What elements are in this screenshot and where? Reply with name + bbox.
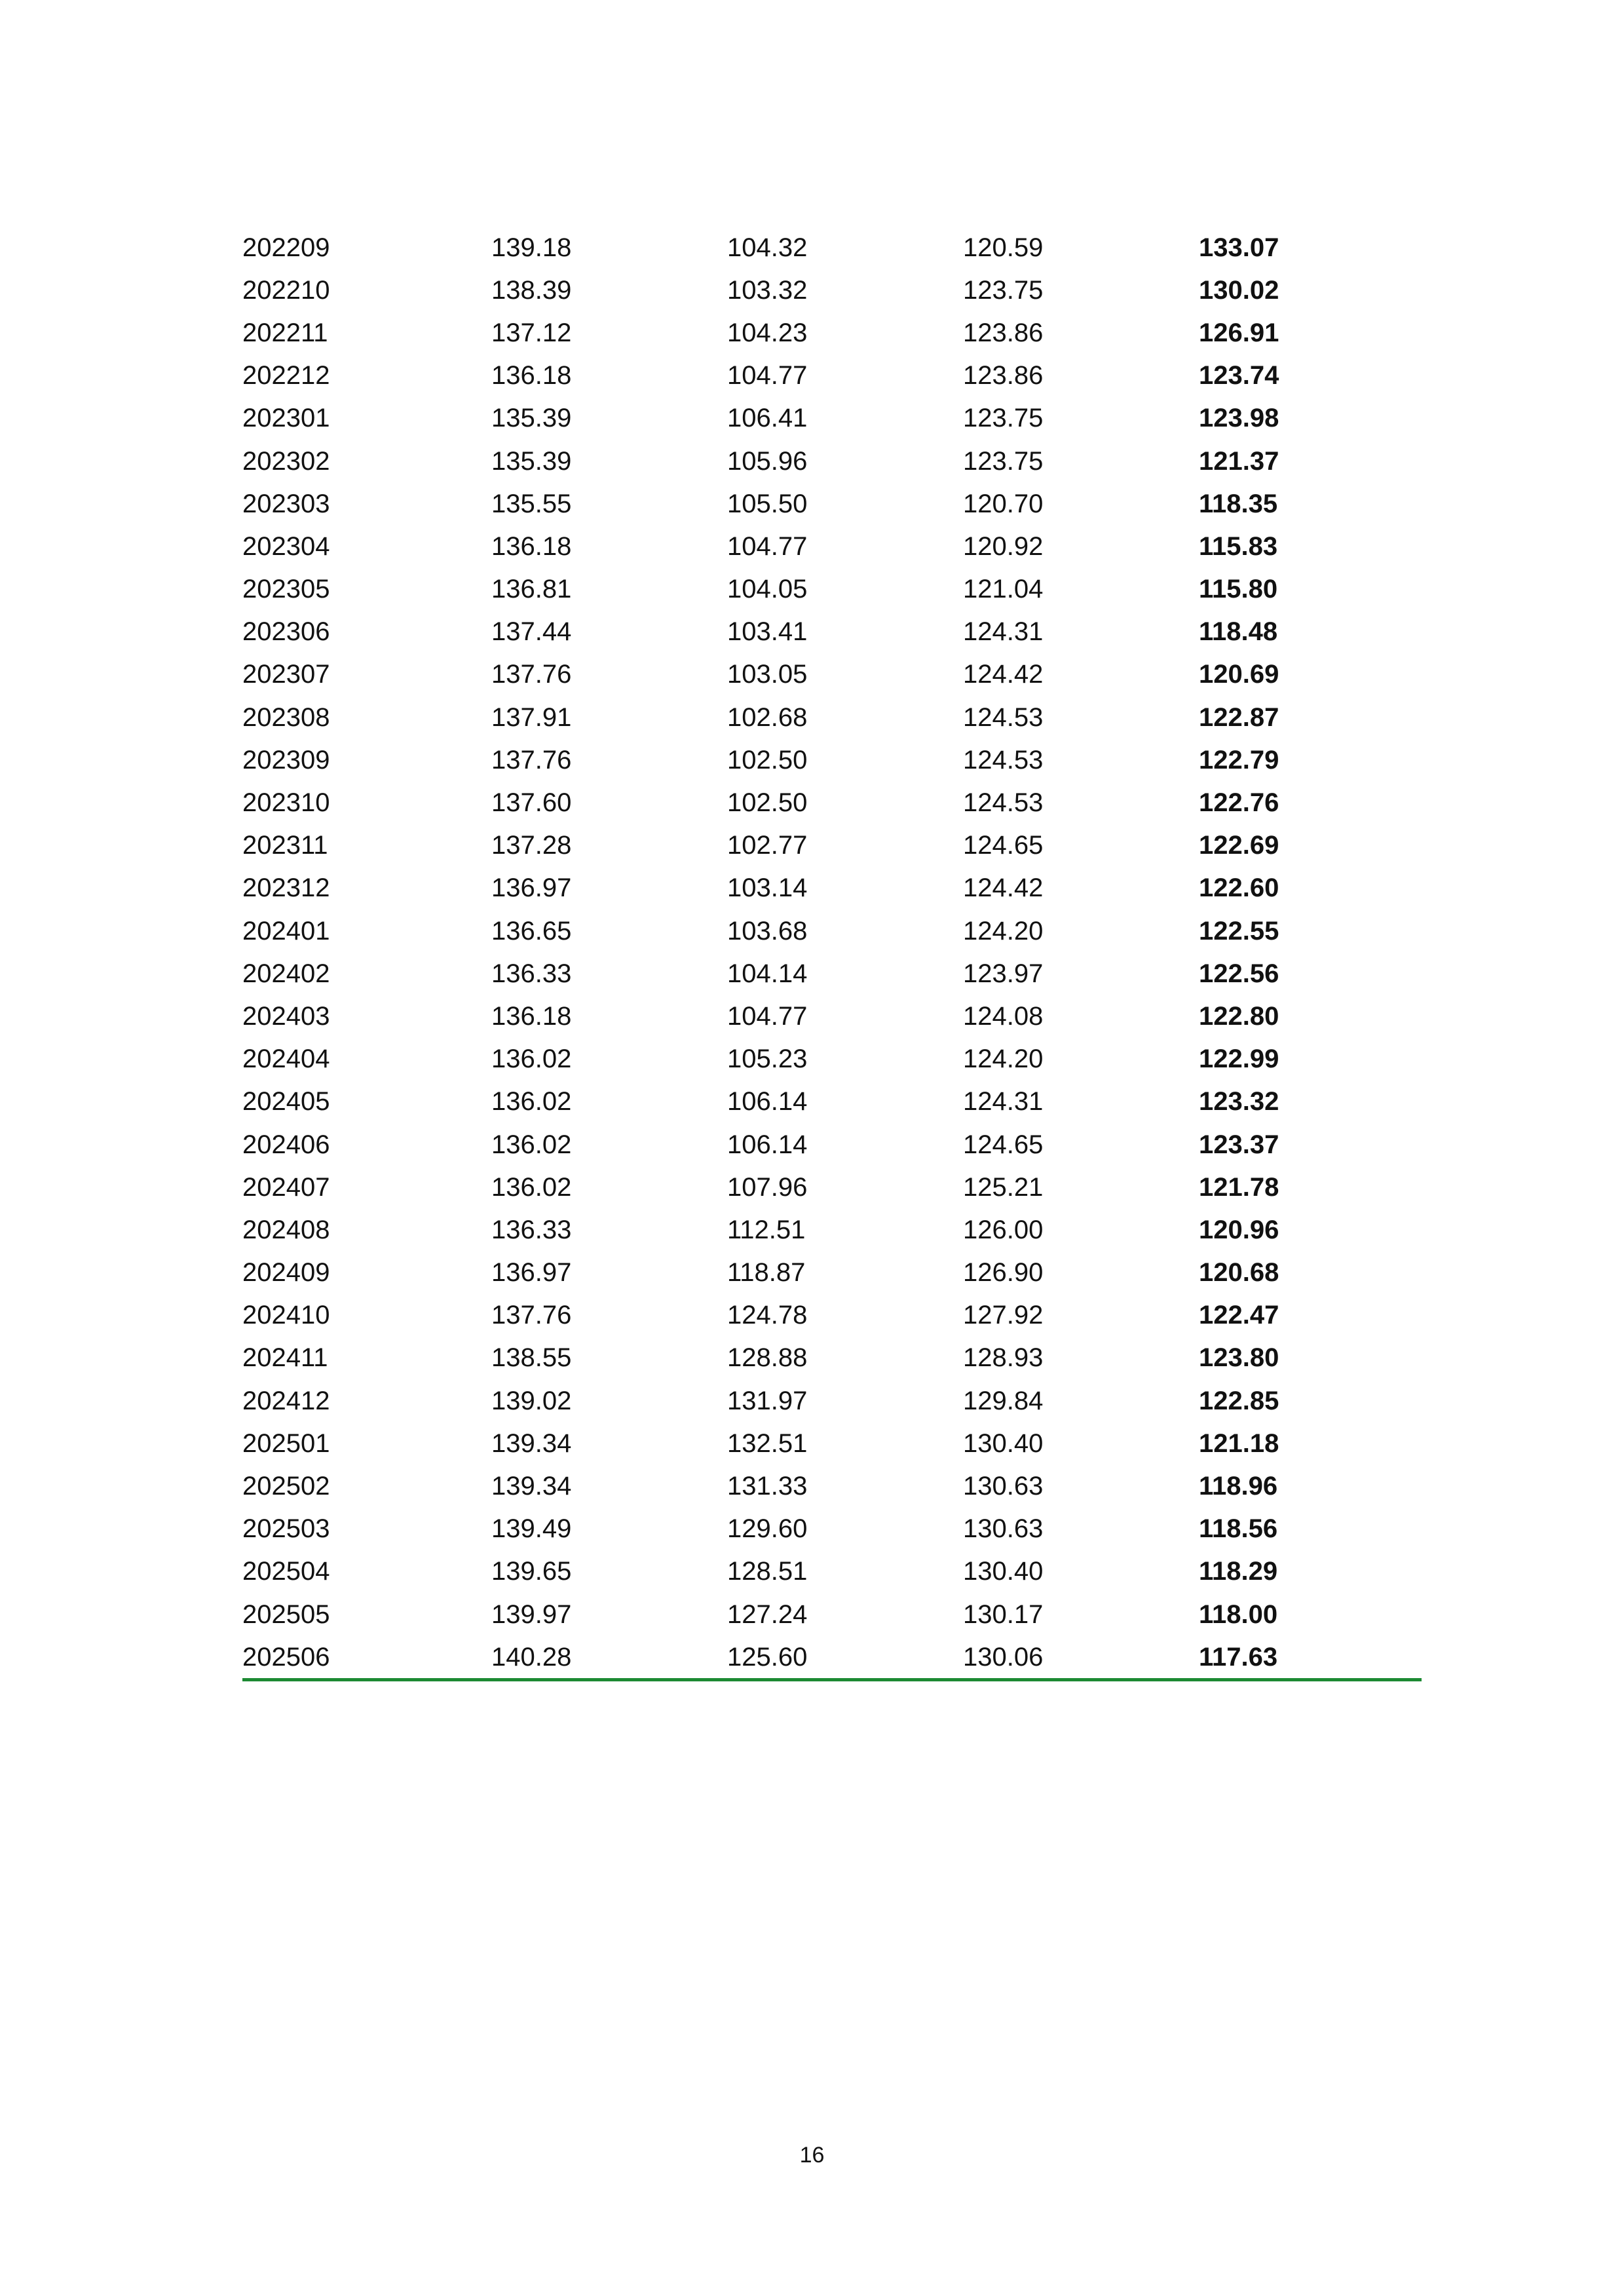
table-cell-value: 102.68 — [727, 702, 808, 732]
table-row — [242, 867, 1422, 909]
table-cell-period: 202506 — [242, 1636, 491, 1680]
table-row — [242, 1337, 1422, 1379]
table-cell-period: 202404 — [242, 1044, 330, 1074]
table-cell-period: 202304 — [242, 531, 330, 561]
table-cell-period: 202401 — [242, 916, 330, 946]
table-cell-value: 136.33 — [491, 1215, 572, 1244]
table-cell-period: 202412 — [242, 1386, 330, 1415]
table-cell-value: 125.60 — [727, 1636, 963, 1680]
table-cell-value: 128.93 — [963, 1343, 1044, 1373]
table-row — [242, 952, 1422, 995]
table-row — [242, 909, 1422, 952]
table-cell-value: 130.06 — [963, 1636, 1199, 1680]
table-cell-value: 123.98 — [1199, 404, 1279, 433]
table-cell-value: 120.68 — [1199, 1258, 1279, 1288]
table-cell-value: 130.63 — [963, 1514, 1044, 1544]
table-cell-value: 123.97 — [963, 959, 1044, 988]
table-cell-value: 124.20 — [963, 916, 1044, 946]
table-row — [242, 1593, 1422, 1636]
table-row — [242, 1508, 1422, 1550]
table-row — [242, 311, 1422, 354]
table-cell-value: 124.31 — [963, 617, 1044, 647]
table-row — [242, 482, 1422, 525]
table-row — [242, 1422, 1422, 1464]
table-cell-value: 130.02 — [1199, 275, 1279, 305]
table-cell-value: 118.35 — [1199, 489, 1278, 518]
table-cell-value: 128.88 — [727, 1343, 808, 1373]
table-cell-value: 125.21 — [963, 1172, 1044, 1202]
table-cell-period: 202411 — [242, 1343, 328, 1373]
table-cell-value: 138.55 — [491, 1343, 572, 1373]
table-cell-value: 130.63 — [963, 1472, 1044, 1501]
table-row — [242, 1294, 1422, 1337]
table-cell-value: 124.53 — [963, 788, 1044, 818]
table-cell-value: 115.83 — [1199, 531, 1278, 561]
table-cell-value: 137.28 — [491, 831, 572, 860]
table-cell-value: 136.97 — [491, 1258, 572, 1288]
table-row — [242, 1038, 1422, 1081]
table-cell-value: 120.70 — [963, 489, 1044, 518]
table-cell-value: 124.42 — [963, 873, 1044, 903]
table-cell-value: 103.32 — [727, 275, 808, 305]
table-cell-value: 124.53 — [963, 702, 1044, 732]
table-cell-period: 202301 — [242, 404, 330, 433]
table-cell-value: 121.18 — [1199, 1428, 1279, 1458]
table-cell-value: 137.76 — [491, 660, 572, 689]
table-cell-value: 137.76 — [491, 745, 572, 775]
table-cell-value: 104.23 — [727, 318, 808, 347]
table-cell-period: 202302 — [242, 446, 330, 476]
table-row — [242, 696, 1422, 738]
table-cell-value: 136.18 — [491, 531, 572, 561]
table-cell-value: 117.63 — [1199, 1636, 1422, 1680]
table-cell-period: 202407 — [242, 1172, 330, 1202]
table-cell-value: 135.39 — [491, 446, 572, 476]
table-cell-value: 124.65 — [963, 831, 1044, 860]
table-cell-value: 133.07 — [1199, 233, 1279, 262]
table-cell-period: 202504 — [242, 1557, 330, 1586]
table-cell-value: 135.39 — [491, 404, 572, 433]
table-cell-value: 120.69 — [1199, 660, 1279, 689]
table-cell-value: 130.40 — [963, 1428, 1044, 1458]
table-row — [242, 995, 1422, 1037]
table-cell-value: 118.48 — [1199, 617, 1278, 647]
table-cell-period: 202406 — [242, 1130, 330, 1159]
table-cell-value: 130.17 — [963, 1599, 1044, 1629]
table-cell-value: 124.31 — [963, 1087, 1044, 1117]
table-cell-value: 124.20 — [963, 1044, 1044, 1074]
table-cell-value: 124.65 — [963, 1130, 1044, 1159]
table-cell-value: 123.75 — [963, 404, 1044, 433]
table-cell-value: 123.80 — [1199, 1343, 1279, 1373]
table-cell-value: 105.23 — [727, 1044, 808, 1074]
table-row — [242, 1464, 1422, 1507]
table-cell-value: 107.96 — [727, 1172, 808, 1202]
table-cell-value: 136.02 — [491, 1130, 572, 1159]
table-cell-period: 202503 — [242, 1514, 330, 1544]
table-cell-period: 202305 — [242, 575, 330, 604]
table-row — [242, 440, 1422, 482]
table-cell-value: 122.47 — [1199, 1301, 1279, 1330]
table-cell-value: 122.60 — [1199, 873, 1279, 903]
table-cell-value: 123.37 — [1199, 1130, 1279, 1159]
table-cell-value: 137.76 — [491, 1301, 572, 1330]
table-cell-value: 104.05 — [727, 575, 808, 604]
table-row — [242, 824, 1422, 867]
table-cell-value: 122.99 — [1199, 1044, 1279, 1074]
table-cell-value: 132.51 — [727, 1428, 808, 1458]
table-cell-value: 123.75 — [963, 446, 1044, 476]
table-row — [242, 1550, 1422, 1593]
table-cell-value: 102.77 — [727, 831, 808, 860]
table-cell-value: 105.50 — [727, 489, 808, 518]
table-cell-period: 202408 — [242, 1215, 330, 1244]
table-cell-value: 139.97 — [491, 1599, 572, 1629]
table-cell-value: 126.91 — [1199, 318, 1279, 347]
table-cell-value: 104.77 — [727, 1001, 808, 1031]
table-cell-value: 112.51 — [727, 1215, 806, 1244]
table-cell-value: 137.91 — [491, 702, 572, 732]
table-cell-value: 122.69 — [1199, 831, 1279, 860]
table-cell-value: 139.65 — [491, 1557, 572, 1586]
table-cell-value: 135.55 — [491, 489, 572, 518]
table-cell-value: 118.87 — [727, 1258, 806, 1288]
table-cell-value: 138.39 — [491, 275, 572, 305]
table-cell-value: 136.33 — [491, 959, 572, 988]
table-cell-value: 118.96 — [1199, 1472, 1278, 1501]
table-cell-value: 104.77 — [727, 361, 808, 391]
table-cell-value: 122.56 — [1199, 959, 1279, 988]
table-cell-value: 104.32 — [727, 233, 808, 262]
table-cell-value: 136.02 — [491, 1172, 572, 1202]
table-cell-value: 118.29 — [1199, 1557, 1278, 1586]
table-cell-value: 127.24 — [727, 1599, 808, 1629]
table-cell-period: 202311 — [242, 831, 328, 860]
table-cell-value: 104.14 — [727, 959, 808, 988]
table-cell-value: 137.60 — [491, 788, 572, 818]
table-cell-value: 106.41 — [727, 404, 808, 433]
table-cell-value: 139.49 — [491, 1514, 572, 1544]
table-cell-value: 115.80 — [1199, 575, 1278, 604]
table-cell-period: 202308 — [242, 702, 330, 732]
table-cell-value: 103.41 — [727, 617, 808, 647]
table-cell-value: 126.00 — [963, 1215, 1044, 1244]
table-cell-period: 202409 — [242, 1258, 330, 1288]
table-cell-period: 202403 — [242, 1001, 330, 1031]
table-cell-value: 122.85 — [1199, 1386, 1279, 1415]
table-cell-value: 123.86 — [963, 318, 1044, 347]
table-cell-value: 123.75 — [963, 275, 1044, 305]
table-row — [242, 1081, 1422, 1123]
table-cell-value: 136.97 — [491, 873, 572, 903]
table-cell-period: 202211 — [242, 318, 328, 347]
table-cell-value: 122.87 — [1199, 702, 1279, 732]
table-row — [242, 1166, 1422, 1208]
table-cell-period: 202312 — [242, 873, 330, 903]
table-cell-value: 123.86 — [963, 361, 1044, 391]
table-row — [242, 738, 1422, 781]
table-cell-value: 123.32 — [1199, 1087, 1279, 1117]
table-cell-value: 122.79 — [1199, 745, 1279, 775]
table-cell-value: 103.05 — [727, 660, 808, 689]
table-cell-value: 103.14 — [727, 873, 808, 903]
table-cell-value: 140.28 — [491, 1636, 727, 1680]
table-cell-period: 202410 — [242, 1301, 330, 1330]
table-cell-value: 136.02 — [491, 1087, 572, 1117]
table-cell-value: 131.33 — [727, 1472, 808, 1501]
table-cell-value: 130.40 — [963, 1557, 1044, 1586]
page-number: 16 — [799, 2143, 825, 2168]
table-cell-value: 121.04 — [963, 575, 1044, 604]
table-cell-value: 131.97 — [727, 1386, 808, 1415]
table-cell-value: 122.76 — [1199, 788, 1279, 818]
table-cell-value: 106.14 — [727, 1130, 808, 1159]
table-cell-period: 202210 — [242, 275, 330, 305]
table-cell-value: 127.92 — [963, 1301, 1044, 1330]
table-cell-value: 104.77 — [727, 531, 808, 561]
table-cell-value: 137.44 — [491, 617, 572, 647]
table-cell-value: 121.37 — [1199, 446, 1279, 476]
table-cell-value: 136.02 — [491, 1044, 572, 1074]
table-cell-value: 123.74 — [1199, 361, 1279, 391]
table-row — [242, 525, 1422, 567]
table-cell-period: 202405 — [242, 1087, 330, 1117]
table-cell-value: 137.12 — [491, 318, 572, 347]
table-cell-value: 136.65 — [491, 916, 572, 946]
table-cell-value: 120.96 — [1199, 1215, 1279, 1244]
table-cell-period: 202501 — [242, 1428, 330, 1458]
table-row — [242, 611, 1422, 653]
table-cell-value: 118.00 — [1199, 1599, 1278, 1629]
table-row — [242, 653, 1422, 696]
table-row — [242, 354, 1422, 397]
table-cell-value: 129.84 — [963, 1386, 1044, 1415]
table-cell-value: 118.56 — [1199, 1514, 1278, 1544]
table-cell-value: 102.50 — [727, 788, 808, 818]
table-cell-value: 136.18 — [491, 1001, 572, 1031]
table-row — [242, 1636, 1422, 1680]
table-row — [242, 781, 1422, 824]
data-table-container — [242, 226, 1422, 1681]
table-row — [242, 568, 1422, 611]
table-cell-period: 202502 — [242, 1472, 330, 1501]
table-cell-value: 126.90 — [963, 1258, 1044, 1288]
table-cell-value: 124.53 — [963, 745, 1044, 775]
table-row — [242, 397, 1422, 440]
table-cell-period: 202505 — [242, 1599, 330, 1629]
table-row — [242, 226, 1422, 269]
table-cell-period: 202209 — [242, 233, 330, 262]
table-cell-value: 124.08 — [963, 1001, 1044, 1031]
table-cell-period: 202309 — [242, 745, 330, 775]
table-cell-value: 106.14 — [727, 1087, 808, 1117]
table-row — [242, 1252, 1422, 1294]
table-cell-value: 120.92 — [963, 531, 1044, 561]
table-row — [242, 1208, 1422, 1251]
table-cell-value: 103.68 — [727, 916, 808, 946]
table-cell-value: 128.51 — [727, 1557, 808, 1586]
data-table — [242, 226, 1422, 1681]
table-cell-period: 202303 — [242, 489, 330, 518]
table-cell-value: 139.34 — [491, 1472, 572, 1501]
table-cell-value: 122.80 — [1199, 1001, 1279, 1031]
table-cell-value: 105.96 — [727, 446, 808, 476]
table-cell-value: 122.55 — [1199, 916, 1279, 946]
table-cell-value: 139.02 — [491, 1386, 572, 1415]
table-cell-value: 136.81 — [491, 575, 572, 604]
table-cell-period: 202310 — [242, 788, 330, 818]
table-cell-value: 102.50 — [727, 745, 808, 775]
table-row — [242, 1123, 1422, 1166]
table-cell-period: 202212 — [242, 361, 330, 391]
table-cell-value: 120.59 — [963, 233, 1044, 262]
table-cell-value: 121.78 — [1199, 1172, 1279, 1202]
table-cell-value: 124.42 — [963, 660, 1044, 689]
table-cell-value: 129.60 — [727, 1514, 808, 1544]
table-body — [242, 226, 1422, 1680]
table-cell-value: 136.18 — [491, 361, 572, 391]
table-cell-period: 202306 — [242, 617, 330, 647]
table-cell-period: 202307 — [242, 660, 330, 689]
table-cell-period: 202402 — [242, 959, 330, 988]
table-row — [242, 269, 1422, 311]
table-cell-value: 139.18 — [491, 233, 572, 262]
table-row — [242, 1379, 1422, 1422]
table-cell-value: 124.78 — [727, 1301, 808, 1330]
table-cell-value: 139.34 — [491, 1428, 572, 1458]
